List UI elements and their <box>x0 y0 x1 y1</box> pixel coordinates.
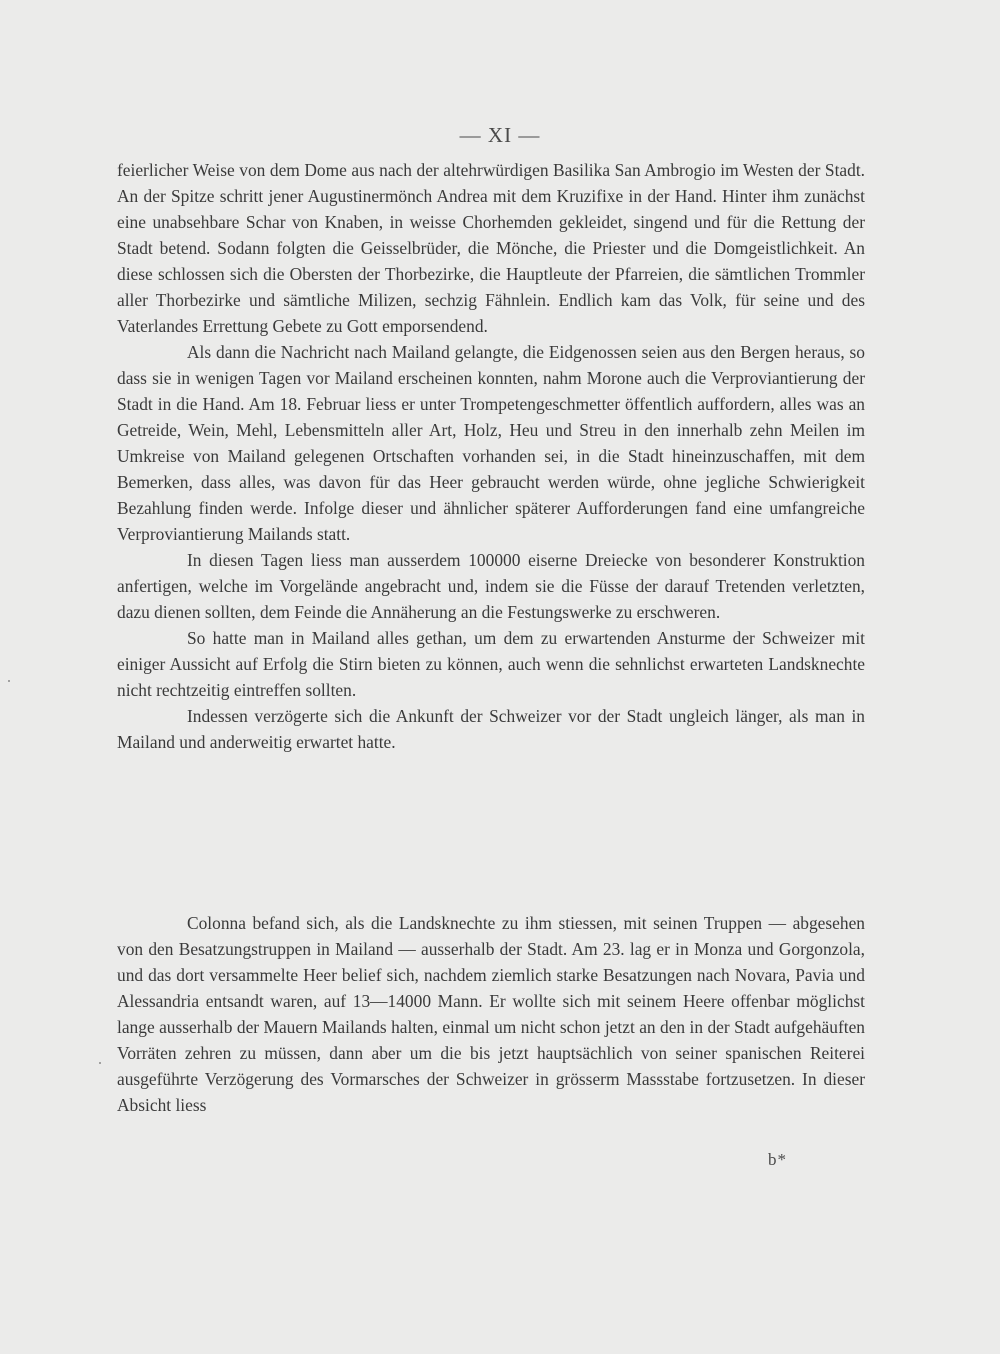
paragraph: Colonna befand sich, als die Landsknechte zu ihm stiessen, mit seinen Truppen — abgesehen von den Besatzungstruppen in Mailand — ausserhalb der Stadt. Am 23. lag er in Monza und Gorgonzola, und das dort versammelte Heer belief sich, nachdem ziemlich starke Besatzungen nach Novara, Pavia und Alessandria entsandt waren, auf 13—14000 Mann. Er wollte sich mit seinem Heere offenbar möglichst lange ausserhalb der Mauern Mailands halten, einmal um nicht schon jetzt an den in der Stadt aufgehäuften Vorräten zehren zu müssen, dann aber um die bis jetzt hauptsächlich von seiner spanischen Reiterei ausgeführte Verzögerung des Vormarsches der Schweizer in grösserm Massstabe fortzusetzen. In dieser Absicht liess <box>117 913 865 1115</box>
paragraph: feierlicher Weise von dem Dome aus nach der altehrwürdigen Basilika San Ambrogio im Westen der Stadt. An der Spitze schritt jener Augustinermönch Andrea mit dem Kruzifixe in der Hand. Hinter ihm zunächst eine unabsehbare Schar von Knaben, in weisse Chorhemden gekleidet, singend und für die Rettung der Stadt betend. Sodann folgten die Geisselbrüder, die Mönche, die Priester und die Domgeistlichkeit. An diese schlossen sich die Obersten der Thorbezirke, die Hauptleute der Pfarreien, die sämtlichen Trommler aller Thorbezirke und sämtliche Milizen, sechzig Fähnlein. Endlich kam das Volk, für seine und des Vaterlandes Errettung Gebete zu Gott emporsendend. <box>117 160 865 336</box>
margin-speck <box>8 680 10 682</box>
margin-speck <box>99 1062 101 1064</box>
paragraph: So hatte man in Mailand alles gethan, um dem zu erwartenden Ansturme der Schweizer mit einiger Aussicht auf Erfolg die Stirn bieten zu können, auch wenn die sehnlichst erwarteten Landsknechte nicht rechtzeitig eintreffen sollten. <box>117 628 865 700</box>
paragraph: Als dann die Nachricht nach Mailand gelangte, die Eidgenossen seien aus den Bergen heraus, so dass sie in wenigen Tagen vor Mailand erscheinen konnten, nahm Morone auch die Verproviantierung der Stadt in die Hand. Am 18. Februar liess er unter Trompetengeschmetter öffentlich auffordern, alles was an Getreide, Wein, Mehl, Lebensmitteln aller Art, Holz, Heu und Streu in den innerhalb zehn Meilen im Umkreise von Mailand gelegenen Ortschaften vorhanden sei, in die Stadt hineinzuschaffen, mit dem Bemerken, dass alles, was davon für das Heer gebraucht werden würde, ohne jegliche Schwierigkeit Bezahlung finden werde. Infolge dieser und ähnlicher späterer Aufforderungen fand eine umfangreiche Verproviantierung Mailands statt. <box>117 342 865 544</box>
signature-mark: b* <box>768 1150 787 1169</box>
body-text-section-2 <box>117 910 865 1118</box>
page-number: — XI — <box>459 123 541 147</box>
body-text-section-1 <box>117 157 865 755</box>
paragraph: Indessen verzögerte sich die Ankunft der Schweizer vor der Stadt ungleich länger, als man in Mailand und anderweitig erwartet hatte. <box>117 706 865 752</box>
paragraph: In diesen Tagen liess man ausserdem 100000 eiserne Dreiecke von besonderer Konstruktion anfertigen, welche im Vorgelände angebracht und, indem sie die Füsse der darauf Tretenden verletzten, dazu dienen sollten, dem Feinde die Annäherung an die Festungswerke zu erschweren. <box>117 550 865 622</box>
